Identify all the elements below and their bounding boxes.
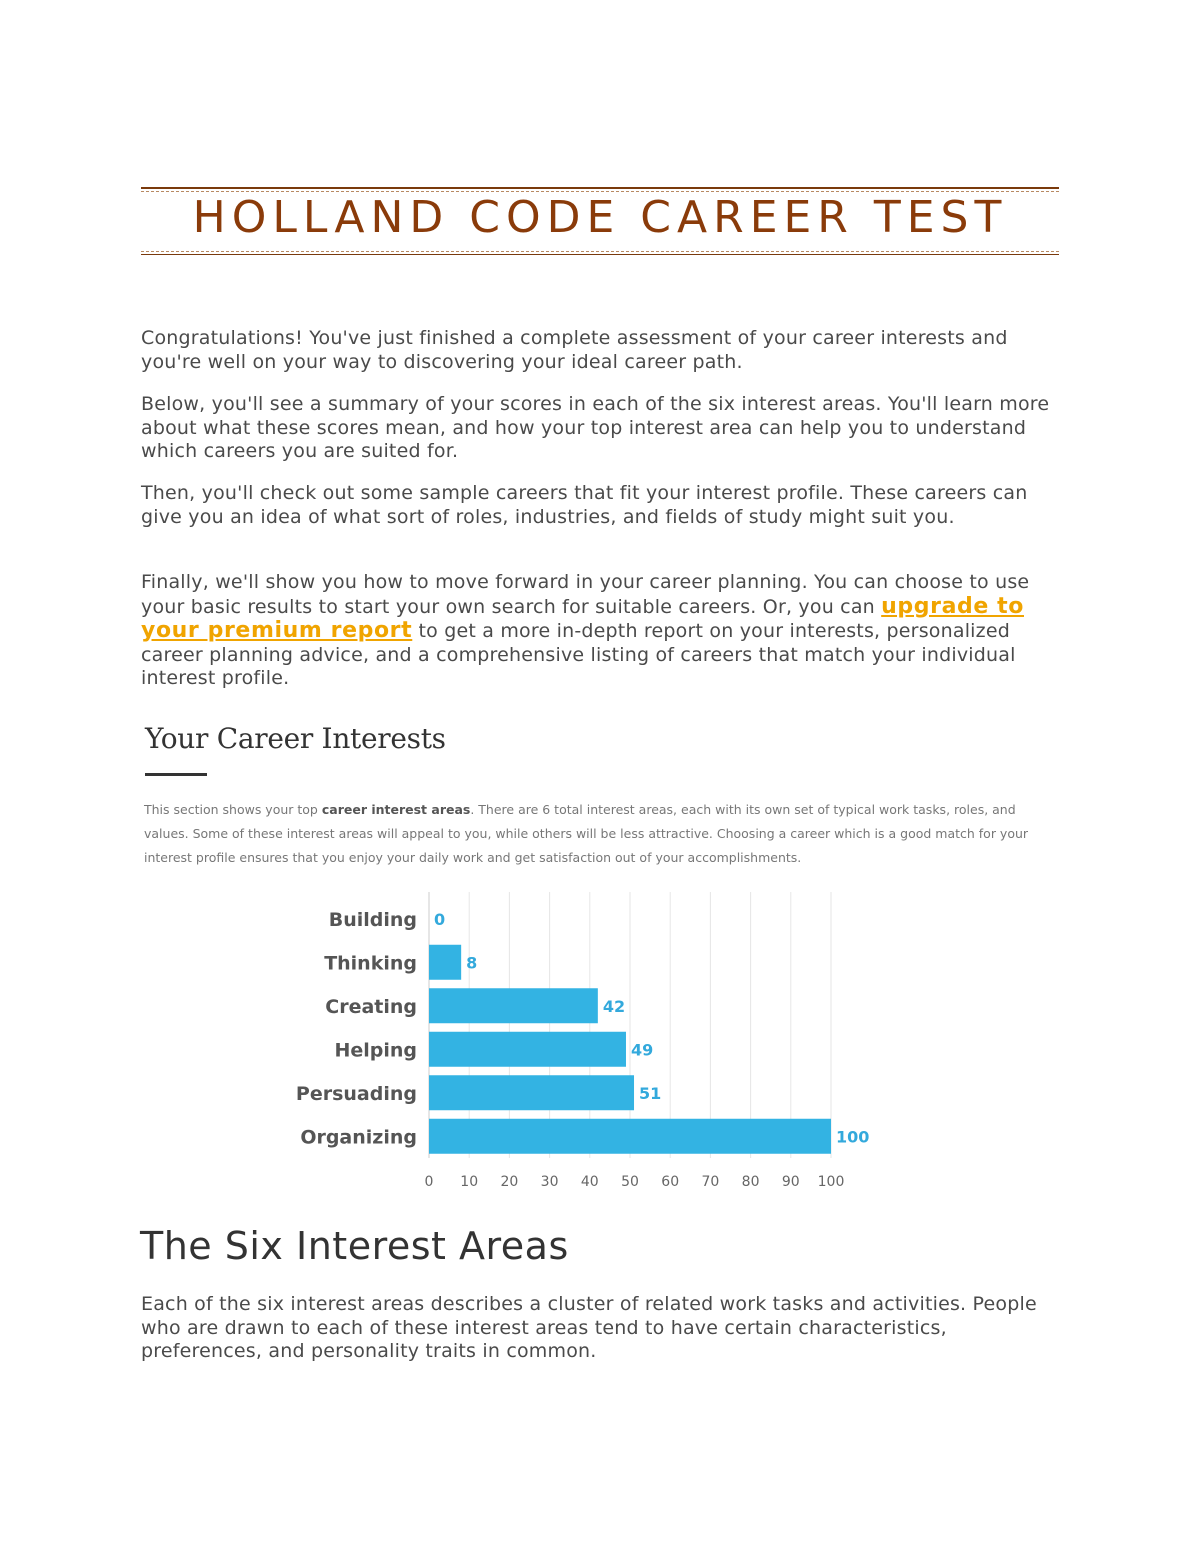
category-label: Helping xyxy=(334,1039,417,1062)
career-interests-desc-text: This section shows your top xyxy=(144,802,318,817)
category-label: Creating xyxy=(325,995,417,1018)
category-label: Thinking xyxy=(324,952,417,975)
intro-paragraph-2: Below, you'll see a summary of your scores in each of the six interest areas. You'll learn more about what these scores mean, and how your top interest area can help you to understand which careers you are suited for. xyxy=(141,393,1050,462)
career-interests-heading: Your Career Interests xyxy=(145,722,446,755)
value-label: 0 xyxy=(434,909,446,929)
value-label: 42 xyxy=(602,996,626,1016)
x-tick-label: 80 xyxy=(741,1174,760,1190)
x-tick-label: 20 xyxy=(500,1174,519,1190)
career-interests-desc-bold: career interest areas xyxy=(321,802,471,817)
bar-thinking xyxy=(429,945,461,980)
x-tick-label: 0 xyxy=(424,1174,434,1190)
document-title: HOLLAND CODE CAREER TEST xyxy=(192,192,1008,243)
intro-paragraph-4-text-end: to get a more in-depth report on your interests, personalized career planning advice, and a comprehensive listing of careers that match your individual interest profile. xyxy=(141,620,1016,689)
career-interests-desc-text-end: . There are 6 total interest areas, each with its own set of typical work tasks, roles, and values. Some of these interest areas will appeal to you, while others will be less attractive. Choosing a career which is a good match for your interest profile ensures that you enjoy your daily work and get satisfaction out of your accomplishments. xyxy=(144,802,1029,865)
six-areas-heading: The Six Interest Areas xyxy=(140,1224,569,1268)
category-label: Building xyxy=(328,908,417,931)
category-label: Persuading xyxy=(295,1082,417,1105)
x-tick-label: 50 xyxy=(621,1174,639,1190)
value-label: 100 xyxy=(836,1127,870,1147)
bar-creating xyxy=(429,988,598,1023)
x-tick-label: 40 xyxy=(580,1174,599,1190)
x-tick-label: 100 xyxy=(817,1174,845,1190)
six-areas-paragraph: Each of the six interest areas describes a cluster of related work tasks and activities. People who are drawn to each of these interest areas tend to have certain characteristics, preferences, and personality traits in common. xyxy=(141,1293,1037,1362)
intro-paragraph-3: Then, you'll check out some sample careers that fit your interest profile. These careers can give you an idea of what sort of roles, industries, and fields of study might suit you. xyxy=(141,482,1028,528)
bar-persuading xyxy=(429,1075,634,1110)
upgrade-premium-link[interactable]: upgrade to your premium report xyxy=(141,593,1024,643)
x-tick-label: 60 xyxy=(661,1174,680,1190)
x-tick-label: 70 xyxy=(701,1174,720,1190)
intro-paragraph-1: Congratulations! You've just finished a complete assessment of your career interests and you're well on your way to discovering your ideal career path. xyxy=(141,327,1008,373)
value-label: 49 xyxy=(630,1040,654,1060)
chart-grid xyxy=(429,892,831,1158)
value-label: 8 xyxy=(466,953,478,973)
bar-helping xyxy=(429,1032,626,1067)
x-tick-label: 90 xyxy=(781,1174,800,1190)
intro-paragraph-4-text: Finally, we'll show you how to move forward in your career planning. You can choose to use your basic results to start your own search for suitable careers. Or, you can xyxy=(141,571,1030,618)
x-tick-label: 10 xyxy=(460,1174,479,1190)
value-label: 51 xyxy=(639,1083,662,1103)
bar-organizing xyxy=(429,1119,831,1154)
category-label: Organizing xyxy=(300,1126,417,1149)
x-tick-label: 30 xyxy=(540,1174,559,1190)
